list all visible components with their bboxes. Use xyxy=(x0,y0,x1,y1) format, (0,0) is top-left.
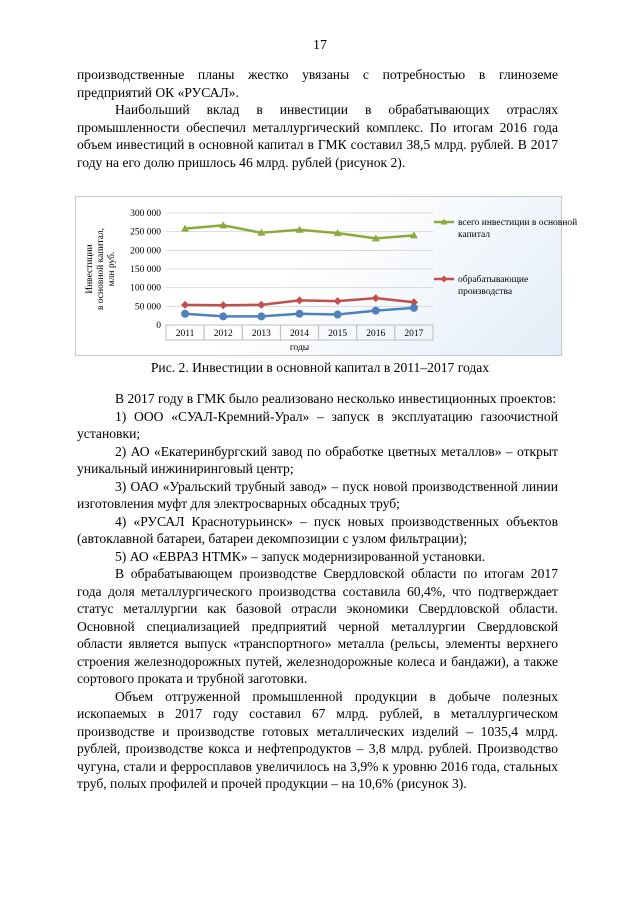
legend-label: капитал xyxy=(458,230,491,240)
data-point xyxy=(334,297,342,305)
list-item: 2) АО «Екатеринбургский завод по обработке цветных металлов» – открыт уникальный инжиниринговый центр; xyxy=(77,443,558,476)
data-point xyxy=(219,312,227,320)
data-point xyxy=(296,310,304,318)
y-tick-label: 0 xyxy=(156,321,161,331)
x-tick-label: 2015 xyxy=(328,329,348,339)
y-axis-title: млн руб. xyxy=(107,251,117,287)
y-tick-label: 250 000 xyxy=(130,227,161,238)
x-tick-label: 2012 xyxy=(213,329,233,339)
paragraph: Наибольший вклад в инвестиции в обрабатывающих отраслях промышленности обеспечил металлургический комплекс. По итогам 2016 года объем инвестиций в основной капитал в ГМК составил 38,5 млрд. рублей. В 2017 году на его долю пришлось 46 млрд. рублей (рисунок 2). xyxy=(77,102,558,170)
x-tick-label: 2016 xyxy=(366,329,386,339)
x-tick-label: 2011 xyxy=(175,329,195,339)
x-axis-title: годы xyxy=(289,343,310,353)
data-point xyxy=(257,312,265,320)
data-point xyxy=(410,304,418,312)
x-tick-label: 2014 xyxy=(290,329,309,339)
legend-label: производства xyxy=(458,287,513,297)
paragraph: Объем отгруженной промышленной продукции в добыче полезных ископаемых в 2017 году составил 67 млрд. рублей, в металлургическом производстве и производстве готовых металлических изделий – 1035,4 млрд. рублей, производстве кокса и нефтепродуктов – 3,8 млрд. рублей. Производство чугуна, стали и ферросплавов увеличилось на 3,9% к уровню 2016 года, стальных труб, полых профилей и прочей продукции – на 10,6% (рисунок 3). xyxy=(77,688,558,791)
data-point xyxy=(181,310,189,318)
y-axis-title: Инвестиции xyxy=(85,244,95,294)
legend-label: всего инвестиции в основной xyxy=(458,218,578,228)
data-point xyxy=(296,296,304,304)
investment-chart xyxy=(75,196,578,356)
bottom-text xyxy=(77,390,558,793)
data-point xyxy=(372,307,380,315)
chart-svg xyxy=(76,197,578,355)
figure-caption: Рис. 2. Инвестиции в основной капитал в 2011–2017 годах xyxy=(150,360,490,375)
data-point xyxy=(257,301,265,309)
data-point xyxy=(372,294,380,302)
paragraph: В обрабатывающем производстве Свердловской области по итогам 2017 года доля металлургического производства составила 60,4%, что подтверждает статус металлургии как базовой отрасли экономики Свердловской области. Основной специализацией предприятий черной металлургии Свердловской области является выпуск «транспортного» металла (рельсы, элементы верхнего строения железнодорожных путей, железнодорожные колеса и бандажи), а также сортового проката и трубной заготовки. xyxy=(77,566,558,686)
y-tick-label: 200 000 xyxy=(130,246,161,257)
data-point xyxy=(181,301,189,309)
paragraph: В 2017 году в ГМК было реализовано несколько инвестиционных проектов: xyxy=(115,391,557,406)
x-tick-label: 2013 xyxy=(251,329,271,339)
list-item: 3) ОАО «Уральский трубный завод» – пуск новой производственной линии изготовления муфт для электросварных обсадных труб; xyxy=(77,478,558,511)
data-point xyxy=(334,311,342,319)
y-tick-label: 300 000 xyxy=(130,209,161,219)
page-number: 17 xyxy=(313,38,327,53)
legend-label: обрабатывающие xyxy=(458,275,529,285)
list-item: 5) АО «ЕВРАЗ НТМК» – запуск модернизированной установки. xyxy=(115,548,486,564)
y-tick-label: 150 000 xyxy=(130,265,161,275)
y-tick-label: 100 000 xyxy=(130,283,161,294)
x-tick-label: 2017 xyxy=(404,329,424,339)
data-point xyxy=(219,301,227,309)
top-text xyxy=(77,66,558,171)
paragraph: производственные планы жестко увязаны с потребностью в глиноземе предприятий ОК «РУСАЛ». xyxy=(77,67,558,100)
list-item: 4) «РУСАЛ Краснотурьинск» – пуск новых производственных объектов (автоклавной батареи, батареи декомпозиции с узлом фильтрации); xyxy=(77,513,558,546)
legend-marker xyxy=(441,276,448,283)
y-tick-label: 50 000 xyxy=(134,302,161,313)
y-axis-title: в основной капитал, xyxy=(96,227,106,311)
list-item: 1) ООО «СУАЛ-Кремний-Урал» – запуск в эксплуатацию газоочистной установки; xyxy=(77,408,558,441)
